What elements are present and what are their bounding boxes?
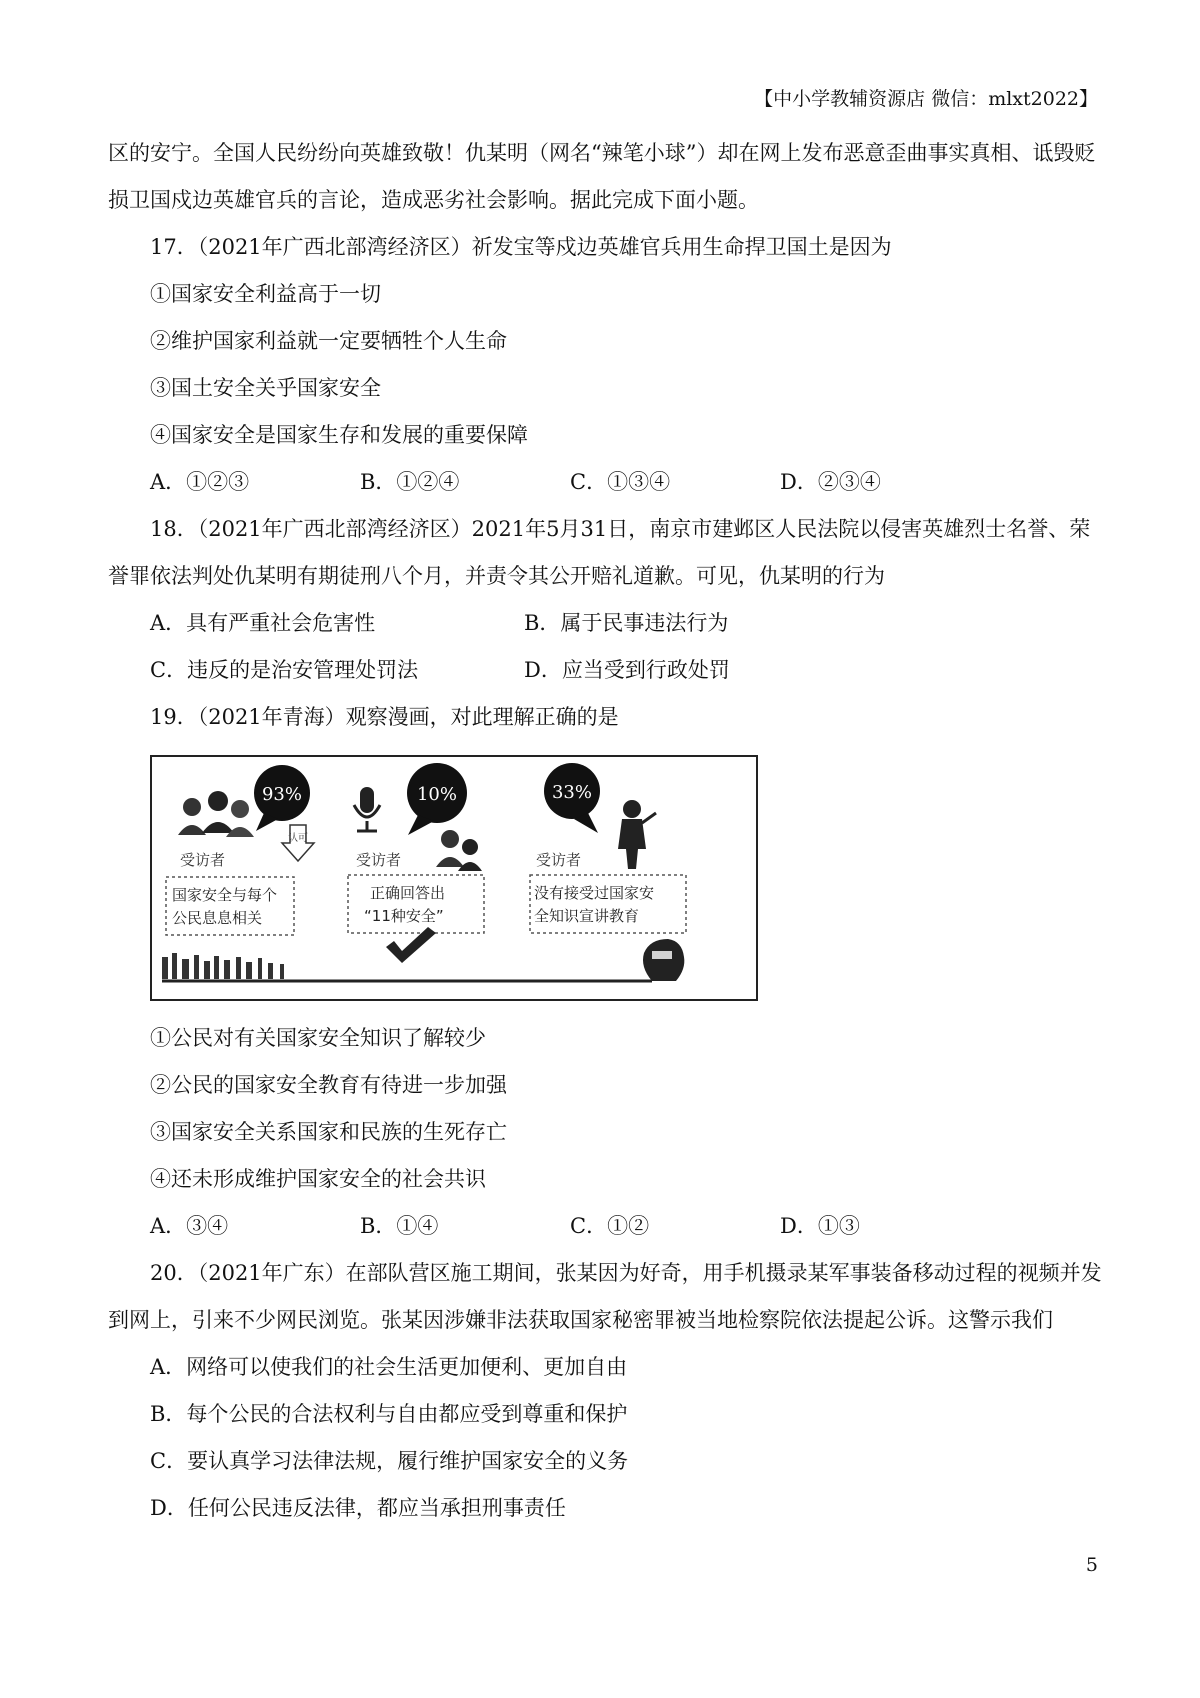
panel1-arrow-label: 认可	[288, 833, 308, 844]
q17-item-3: ③国土安全关乎国家安全	[150, 376, 381, 400]
q19-comic	[150, 755, 758, 1001]
panel2-speech-bubble	[407, 763, 467, 835]
q20-stem-line-2: 到网上，引来不少网民浏览。张某因涉嫌非法获取国家秘密罪被当地检察院依法提起公诉。这警示我们	[108, 1308, 1053, 1332]
panel2-percent: 10%	[416, 784, 458, 805]
q19-item-3: ③国家安全关系国家和民族的生死存亡	[150, 1120, 507, 1144]
microphone-icon	[354, 787, 380, 831]
panel2-box-line1: 正确回答出	[370, 884, 446, 902]
panel1-respondent: 受访者	[180, 851, 226, 869]
q19-option-d: D．①③	[780, 1214, 860, 1238]
q18-options-row-2	[108, 647, 1100, 694]
speaker-figure-icon	[618, 800, 656, 869]
panel3-percent: 33%	[551, 782, 593, 803]
q20-option-b: B．每个公民的合法权利与自由都应受到尊重和保护	[150, 1402, 628, 1426]
q17-option-c: C．①③④	[570, 470, 671, 494]
q19-option-b: B．①④	[360, 1214, 439, 1238]
panel2-people-icon	[436, 830, 482, 871]
q18-option-d: D．应当受到行政处罚	[524, 658, 730, 682]
q20-option-a: A．网络可以使我们的社会生活更加便利、更加自由	[150, 1355, 628, 1379]
page-content	[108, 130, 1100, 1532]
q19-item-1: ①公民对有关国家安全知识了解较少	[150, 1026, 486, 1050]
q20-option-c: C．要认真学习法律法规，履行维护国家安全的义务	[150, 1449, 629, 1473]
q19-option-a: A．③④	[150, 1214, 229, 1238]
panel3-speech-bubble	[544, 763, 600, 833]
intro-line-1: 区的安宁。全国人民纷纷向英雄致敬！仇某明（网名“辣笔小球”）却在网上发布恶意歪曲事实真相、诋毁贬	[108, 141, 1096, 165]
q19-stem: 19．（2021年青海）观察漫画，对此理解正确的是	[150, 705, 619, 729]
head-silhouette-icon	[643, 939, 684, 981]
q18-option-a: A．具有严重社会危害性	[150, 611, 376, 635]
header-watermark: 【中小学教辅资源店 微信：mlxt2022】	[754, 88, 1098, 110]
panel1-speech-bubble	[254, 765, 310, 831]
q18-stem-line-1: 18．（2021年广西北部湾经济区）2021年5月31日，南京市建邺区人民法院以侵害英雄烈士名誉、荣	[150, 517, 1091, 541]
q17-item-4: ④国家安全是国家生存和发展的重要保障	[150, 423, 528, 447]
panel3-box-line1: 没有接受过国家安	[534, 884, 655, 902]
intro-line-2: 损卫国戍边英雄官兵的言论，造成恶劣社会影响。据此完成下面小题。	[108, 188, 759, 212]
panel2-box-line2: “11种安全”	[364, 907, 444, 925]
q18-option-b: B．属于民事违法行为	[524, 611, 729, 635]
panel1-box-line2: 公民息息相关	[172, 909, 263, 927]
q17-option-a: A．①②③	[150, 470, 250, 494]
q19-option-c: C．①②	[570, 1214, 650, 1238]
q17-options	[108, 459, 1100, 506]
q19-item-2: ②公民的国家安全教育有待进一步加强	[150, 1073, 507, 1097]
q18-option-c: C．违反的是治安管理处罚法	[150, 658, 419, 682]
panel2-respondent: 受访者	[356, 851, 402, 869]
q19-item-4: ④还未形成维护国家安全的社会共识	[150, 1167, 486, 1191]
q20-stem-line-1: 20．（2021年广东）在部队营区施工期间，张某因为好奇，用手机摄录某军事装备移动过程的视频并发	[150, 1261, 1102, 1285]
q17-item-2: ②维护国家利益就一定要牺牲个人生命	[150, 329, 507, 353]
crowd-icon	[162, 953, 284, 979]
panel3-box-line2: 全知识宣讲教育	[534, 907, 640, 925]
q18-options-row-1	[108, 600, 1100, 647]
panel1-percent: 93%	[261, 784, 303, 805]
q17-option-d: D．②③④	[780, 470, 881, 494]
q17-item-1: ①国家安全利益高于一切	[150, 282, 381, 306]
panel1-box-line1: 国家安全与每个	[172, 886, 278, 904]
q17-stem: 17．（2021年广西北部湾经济区）祈发宝等戍边英雄官兵用生命捍卫国土是因为	[150, 235, 892, 259]
panel1-arrow	[282, 825, 314, 861]
page-number: 5	[1085, 1554, 1098, 1576]
q17-option-b: B．①②④	[360, 470, 460, 494]
q20-option-d: D．任何公民违反法律，都应当承担刑事责任	[150, 1496, 566, 1520]
q18-stem-line-2: 誉罪依法判处仇某明有期徒刑八个月，并责令其公开赔礼道歉。可见，仇某明的行为	[108, 564, 885, 588]
panel3-respondent: 受访者	[536, 851, 582, 869]
panel1-people-icon	[178, 791, 254, 837]
q19-options	[108, 1203, 1100, 1250]
